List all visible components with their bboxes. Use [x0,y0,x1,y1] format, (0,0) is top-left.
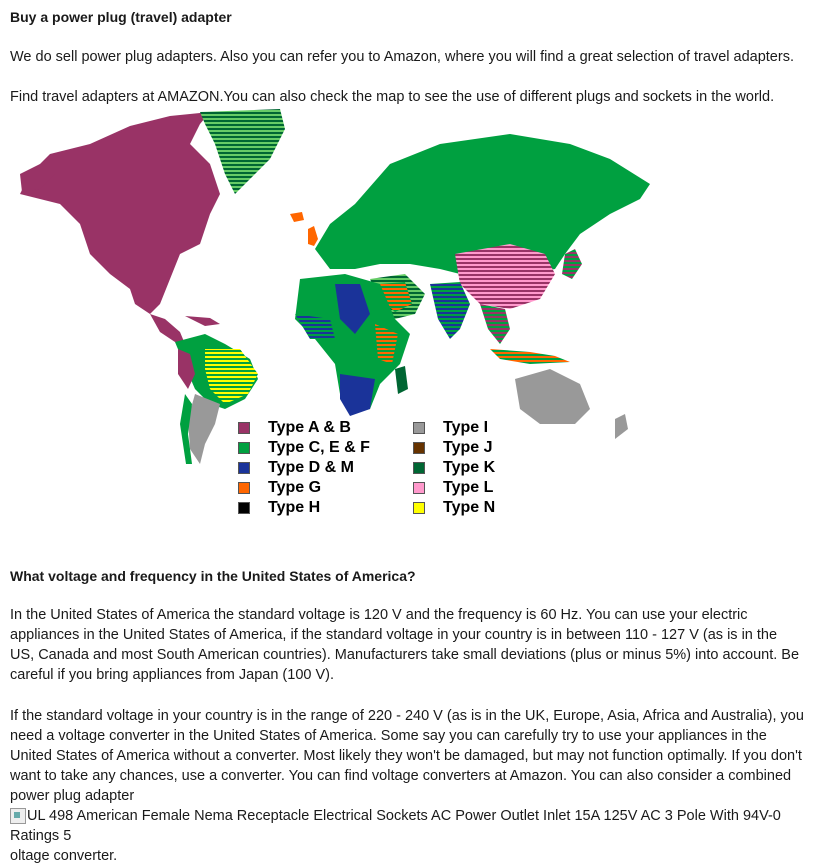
legend-row-type-i [413,418,495,438]
legend-row-type-n [413,498,495,518]
region-uk [308,226,318,246]
legend-swatch-type-k [413,462,425,474]
region-central-america [150,314,185,344]
legend-label-type-n: Type N [443,499,496,516]
legend-swatch-type-n [413,502,425,514]
region-madagascar [395,366,408,394]
legend-label-type-dm: Type D & M [268,459,354,476]
legend-swatch-type-ab [238,422,250,434]
region-se-asia [480,304,510,344]
plug-type-legend-right [413,418,495,518]
region-new-zealand [615,414,628,439]
legend-label-type-k: Type K [443,459,496,476]
legend-row-type-g [238,478,370,498]
legend-row-type-h [238,498,370,518]
region-caribbean [185,316,220,326]
converter-tail-text: oltage converter. [10,848,118,864]
legend-row-type-dm [238,458,370,478]
broken-image-icon [10,808,26,824]
region-argentina [188,394,220,464]
section-title-adapter: Buy a power plug (travel) adapter [10,9,232,25]
region-indonesia [490,349,570,364]
legend-swatch-type-j [413,442,425,454]
product-image-alt-text: UL 498 American Female Nema Receptacle Electrical Sockets AC Power Outlet Inlet 15A 125V AC 3 Pole With 94V-0 [27,808,781,824]
adapter-paragraph: We do sell power plug adapters. Also you can refer you to Amazon, where you will find a great selection of travel adapters. [10,49,794,65]
voltage-paragraph-2-text: If the standard voltage in your country is in the range of 220 - 240 V (as is in the UK, Europe, Asia, Africa and Australia), you need a voltage converter in the United States of America. Some say you can carefully try to use your appliances in the United States of America without a converter. Most likely they won't be damaged, but may not function optimally. If you don't want to take any chances, use a converter. You can find voltage converters at Amazon. You can also consider a combined power plug adapter [10,708,804,804]
region-iceland [290,212,304,222]
region-north-america [20,112,220,314]
voltage-paragraph-1: In the United States of America the standard voltage is 120 V and the frequency is 60 Hz. You can use your electric appliances in the United States of America, if the standard voltage in your country is in between 110 - 127 V (as is in the US, Canada and most South American countries). Manufacturers take small deviations (plus or minus 5%) into account. Be careful if you bring appliances from Japan (100 V). [10,607,800,683]
region-india [430,282,470,339]
legend-swatch-type-h [238,502,250,514]
product-ratings: Ratings 5 [10,828,72,844]
legend-label-type-j: Type J [443,439,493,456]
legend-swatch-type-cef [238,442,250,454]
legend-label-type-h: Type H [268,499,321,516]
legend-label-type-g: Type G [268,479,322,496]
legend-swatch-type-dm [238,462,250,474]
legend-row-type-j [413,438,495,458]
voltage-paragraph-2 [10,706,810,806]
section-title-voltage: What voltage and frequency in the United States of America? [10,568,416,584]
product-image[interactable] [10,806,781,826]
legend-label-type-cef: Type C, E & F [268,439,370,456]
legend-row-type-k [413,458,495,478]
legend-swatch-type-g [238,482,250,494]
region-australia [515,369,590,424]
legend-label-type-l: Type L [443,479,494,496]
amazon-adapters-link[interactable]: Find travel adapters at AMAZON.You can also check the map to see the use of different plugs and sockets in the world. [10,89,775,105]
legend-row-type-l [413,478,495,498]
legend-row-type-ab [238,418,370,438]
legend-swatch-type-i [413,422,425,434]
legend-row-type-cef [238,438,370,458]
region-southern-africa [340,374,375,416]
region-china [455,244,555,309]
legend-label-type-ab: Type A & B [268,419,351,436]
plug-type-legend-left [238,418,370,518]
legend-label-type-i: Type I [443,419,489,436]
legend-swatch-type-l [413,482,425,494]
